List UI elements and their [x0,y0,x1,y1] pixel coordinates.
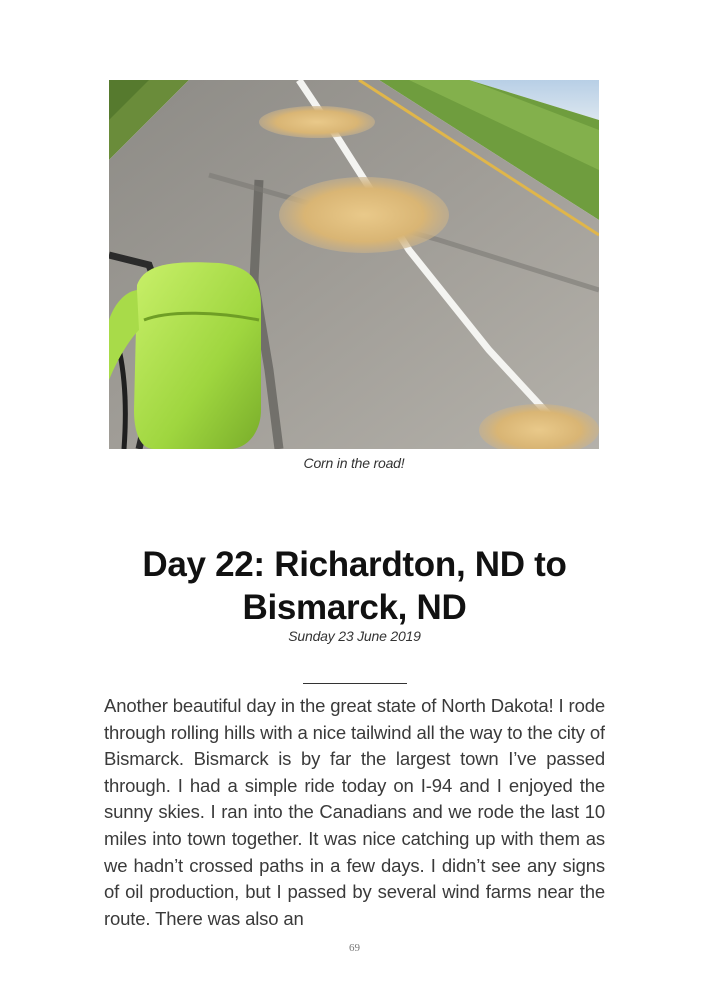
page-number: 69 [349,942,360,954]
body-paragraph: Another beautiful day in the great state of North Dakota! I rode through rolling hills with a nice tailwind all the way to the city of Bismarck. Bismarck is by far the largest town I’ve passed through. I had a simple ride today on I-94 and I enjoyed the sunny skies. I ran into the Canadians and we rode the last 10 miles into town together. It was nice catching up with them as we hadn’t crossed paths in a few days. I didn’t see any signs of oil production, but I passed by several wind farms near the route. There was also an [104,695,605,929]
figure-caption: Corn in the road! [303,455,405,471]
corn-pile [279,177,449,253]
road-corn-photo [109,80,599,449]
corn-pile [259,106,375,138]
section-divider [303,683,407,684]
chapter-title: Day 22: Richardton, ND to Bismarck, ND [142,545,567,627]
pannier-bag [134,262,261,449]
chapter-date: Sunday 23 June 2019 [288,628,421,644]
